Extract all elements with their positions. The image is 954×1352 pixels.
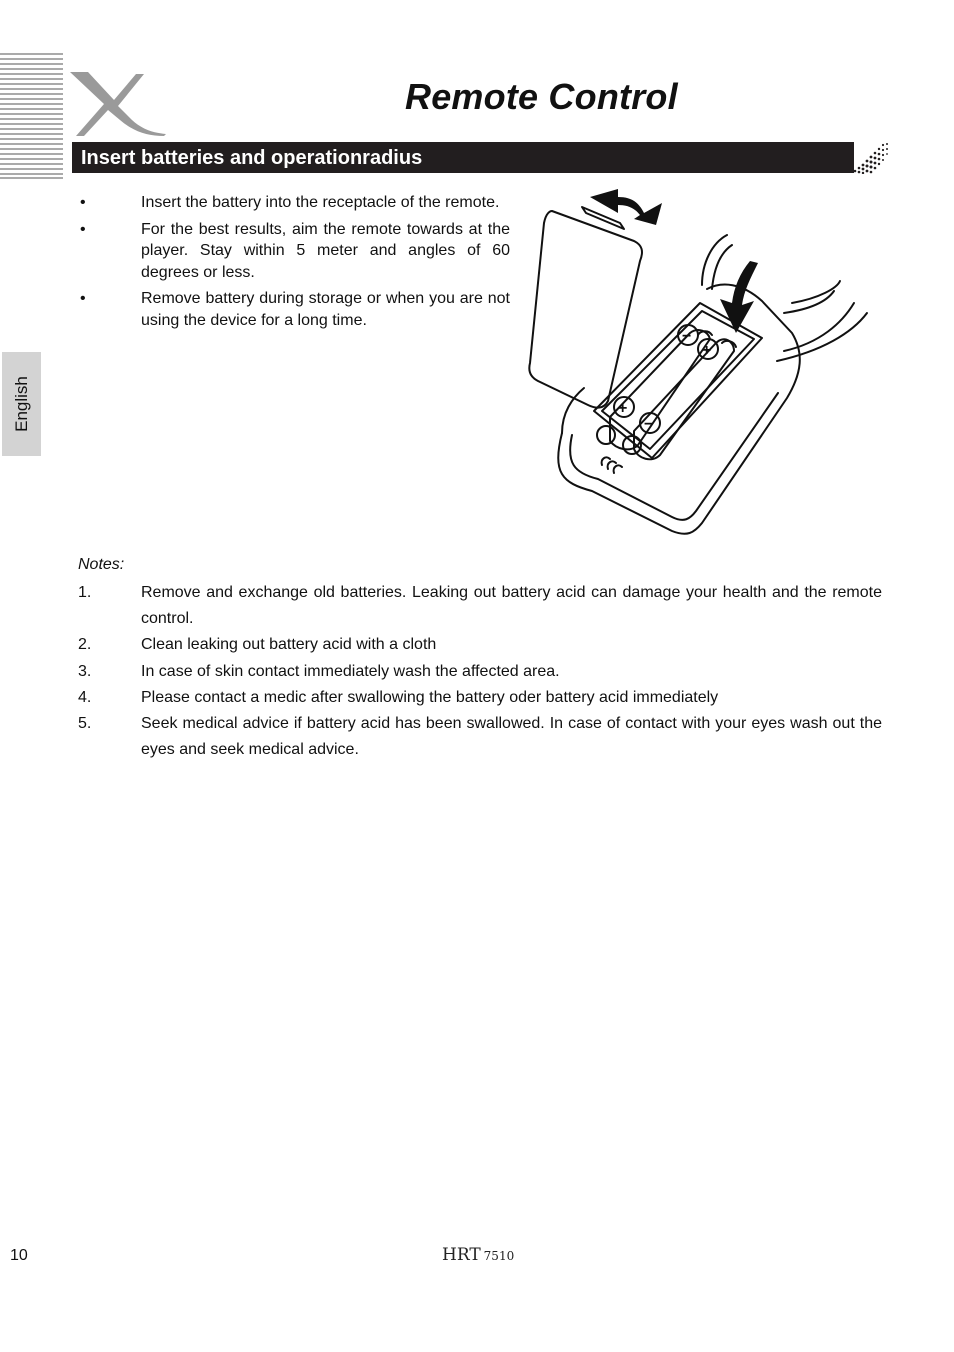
note-number: 2. [78,636,92,654]
bullet-text: For the best results, aim the remote towards at the player. Stay within 5 meter and angles of 60 degrees or less. [141,220,510,281]
model-prefix: HRT [442,1245,481,1265]
note-item [78,659,882,685]
notes-list [78,580,882,763]
note-text: In case of skin contact immediately wash the affected area. [141,662,560,680]
notes-heading: Notes: [78,556,125,573]
bullet-text: Remove battery during storage or when you are not using the device for a long time. [141,290,510,329]
bullet-symbol: • [80,220,86,238]
note-number: 5. [78,715,92,733]
instruction-list [78,192,510,336]
minus-mark: − [682,328,692,345]
minus-mark: − [644,416,654,433]
note-text: Clean leaking out battery acid with a cloth [141,636,437,654]
note-item [78,580,882,632]
note-text: Seek medical advice if battery acid has been swallowed. In case of contact with your eyes wash out the eyes and seek medical advice. [141,715,882,759]
plus-mark: + [618,400,628,417]
edge-stripes-decoration [0,52,63,180]
list-item [78,192,510,214]
halftone-decoration [851,141,891,174]
note-item [78,685,882,711]
note-number: 4. [78,688,92,706]
battery-insertion-illustration [522,183,878,539]
language-tab [2,352,41,456]
section-header-bar [72,142,854,173]
page-title: Remote Control [405,76,678,117]
bullet-symbol: • [80,194,86,211]
note-text: Please contact a medic after swallowing the battery oder battery acid immediately [141,688,719,706]
note-number: 1. [78,584,92,601]
list-item [78,219,510,284]
language-label: English [11,376,31,432]
list-item [78,288,510,331]
bullet-text: Insert the battery into the receptacle of the remote. [141,194,500,211]
brand-x-logo [68,70,168,138]
insert-arrow-icon [720,261,758,333]
plus-mark: + [702,342,712,359]
section-title: Insert batteries and operationradius [81,147,423,169]
note-item [78,632,882,658]
footer-model-name [442,1245,514,1265]
model-number: 7510 [483,1249,515,1263]
battery-right [634,339,734,459]
bullet-symbol: • [80,290,86,307]
note-text: Remove and exchange old batteries. Leaking out battery acid can damage your health and the remote control. [141,584,882,628]
note-item [78,711,882,763]
battery-left [610,330,710,449]
note-number: 3. [78,662,92,680]
page-number: 10 [10,1247,28,1264]
